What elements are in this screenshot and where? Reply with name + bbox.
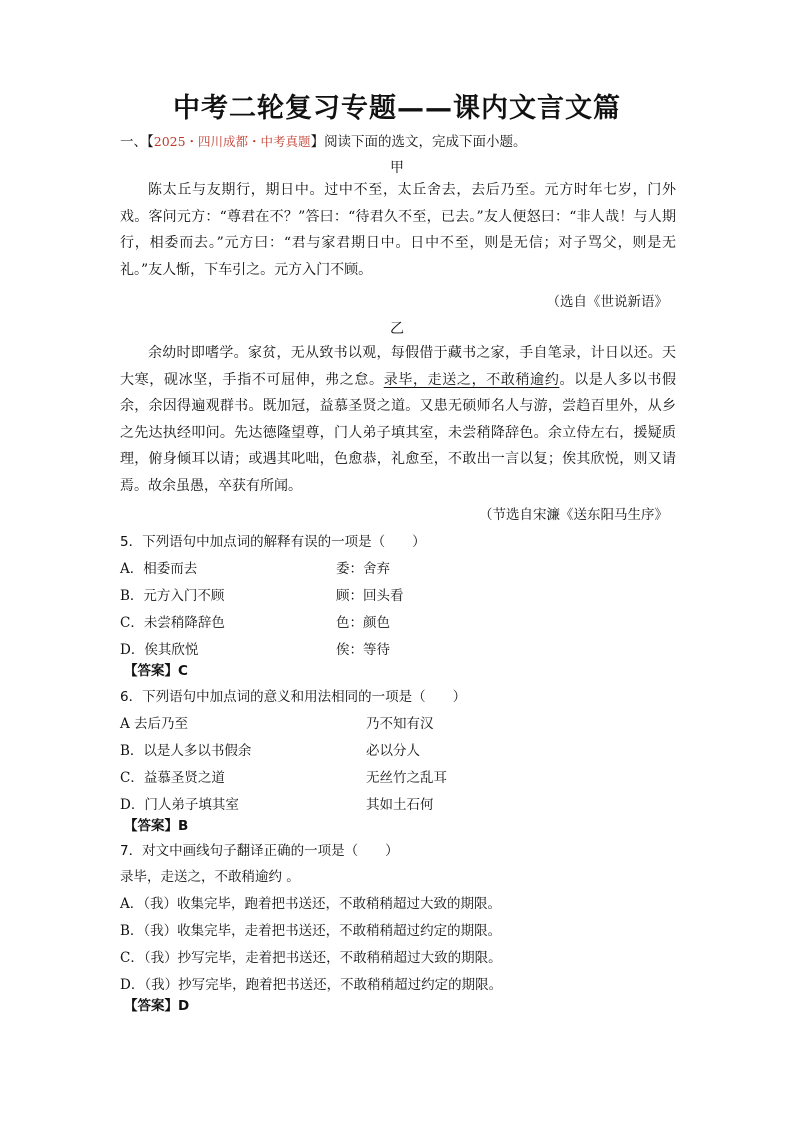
passage-a-heading: 甲 <box>390 160 404 176</box>
q5-option-c <box>120 611 390 631</box>
q5-option-a-right: 委：舍弃 <box>336 561 390 577</box>
q5-option-d-left: D．俟其欣悦 <box>120 642 199 658</box>
q6-option-b <box>120 739 420 759</box>
q5-option-b-right: 顾：回头看 <box>336 588 404 604</box>
q6-option-d-left: D．门人弟子填其室 <box>120 797 239 813</box>
intro-bracket-open: 【 <box>147 134 154 150</box>
q6-option-a-left: A 去后乃至 <box>120 716 189 732</box>
q7-stem: 7．对文中画线句子翻译正确的一项是（ ） <box>120 843 399 859</box>
q6-option-a-right: 乃不知有汉 <box>366 716 434 732</box>
q6-answer: 【答案】B <box>124 818 189 834</box>
q5-option-c-right: 色：颜色 <box>336 615 390 631</box>
q7-answer: 【答案】D <box>124 998 190 1014</box>
passage-b-text-before: 余幼时即嗜学。家贫，无从致书以观，每假借于藏书之家，手自笔录，计日以还。天大寒，砚冰坚，手指不可屈伸，弗之怠。 <box>120 345 676 388</box>
q5-option-b <box>120 584 404 604</box>
q7-sentence: 录毕，走送之，不敢稍逾约 。 <box>120 869 300 885</box>
question-intro <box>120 130 527 150</box>
passage-b-heading: 乙 <box>390 321 404 337</box>
page-title: 中考二轮复习专题——课内文言文篇 <box>173 93 621 124</box>
q5-option-d-right: 俟：等待 <box>336 642 390 658</box>
passage-b-text-after: 。以是人多以书假余，余因得遍观群书。既加冠，益慕圣贤之道。又患无硕师名人与游，尝趋百里外，从乡之先达执经叩问。先达德隆望尊，门人弟子填其室，未尝稍降辞色。余立侍左右，援疑质理，俯身倾耳以请；或遇其叱咄，色愈恭，礼愈至，不敢出一言以复；俟其欣悦，则又请焉。故余虽愚，卒获有所闻。 <box>120 371 677 494</box>
q6-option-b-left: B．以是人多以书假余 <box>120 743 252 759</box>
q6-option-c-left: C．益慕圣贤之道 <box>120 770 225 786</box>
q5-answer: 【答案】C <box>124 663 188 679</box>
intro-prefix: 一、 <box>120 134 147 150</box>
passage-a-text: 陈太丘与友期行，期日中。过中不至，太丘舍去，去后乃至。元方时年七岁，门外戏。客问元方：“尊君在不？”答曰：“待君久不至，已去。”友人便怒曰：“非人哉！与人期行，相委而去。”元方曰：“君与家君期日中。日中不至，则是无信；对子骂父，则是无礼。”友人惭，下车引之。元方入门不顾。 <box>120 182 676 278</box>
source-tag: 2025・四川成都・中考真题 <box>153 134 311 149</box>
intro-text: 阅读下面的选文，完成下面小题。 <box>324 134 527 150</box>
q6-option-c-right: 无丝竹之乱耳 <box>366 770 447 786</box>
q5-stem: 5．下列语句中加点词的解释有误的一项是（ ） <box>120 534 426 550</box>
passage-a-source: （选自《世说新语》 <box>546 294 668 310</box>
q7-option-a: A．（我）收集完毕，跑着把书送还，不敢稍稍超过大致的期限。 <box>120 896 501 912</box>
q6-stem: 6．下列语句中加点词的意义和用法相同的一项是（ ） <box>120 689 467 705</box>
intro-bracket-close: 】 <box>310 134 325 150</box>
q6-option-b-right: 必以分人 <box>366 743 420 759</box>
passage-b-text <box>120 340 676 500</box>
q6-option-d-right: 其如土石何 <box>366 797 434 813</box>
q7-option-c: C．（我）抄写完毕，走着把书送还，不敢稍稍超过大致的期限。 <box>120 950 502 966</box>
q5-option-d <box>120 638 390 658</box>
q6-option-c <box>120 766 447 786</box>
q7-option-b: B．（我）收集完毕，走着把书送还，不敢稍稍超过约定的期限。 <box>120 923 502 939</box>
q6-option-a <box>120 712 434 732</box>
q5-option-b-left: B．元方入门不顾 <box>120 588 225 604</box>
q5-option-a <box>120 557 390 577</box>
underlined-sentence: 录毕，走送之，不敢稍逾约 <box>383 371 560 388</box>
q5-option-a-left: A．相委而去 <box>120 561 198 577</box>
passage-b-source: （节选自宋濂《送东阳马生序》 <box>479 507 668 523</box>
q7-option-d: D．（我）抄写完毕，跑着把书送还，不敢稍稍超过约定的期限。 <box>120 977 503 993</box>
q5-option-c-left: C．未尝稍降辞色 <box>120 615 225 631</box>
q6-option-d <box>120 793 434 813</box>
